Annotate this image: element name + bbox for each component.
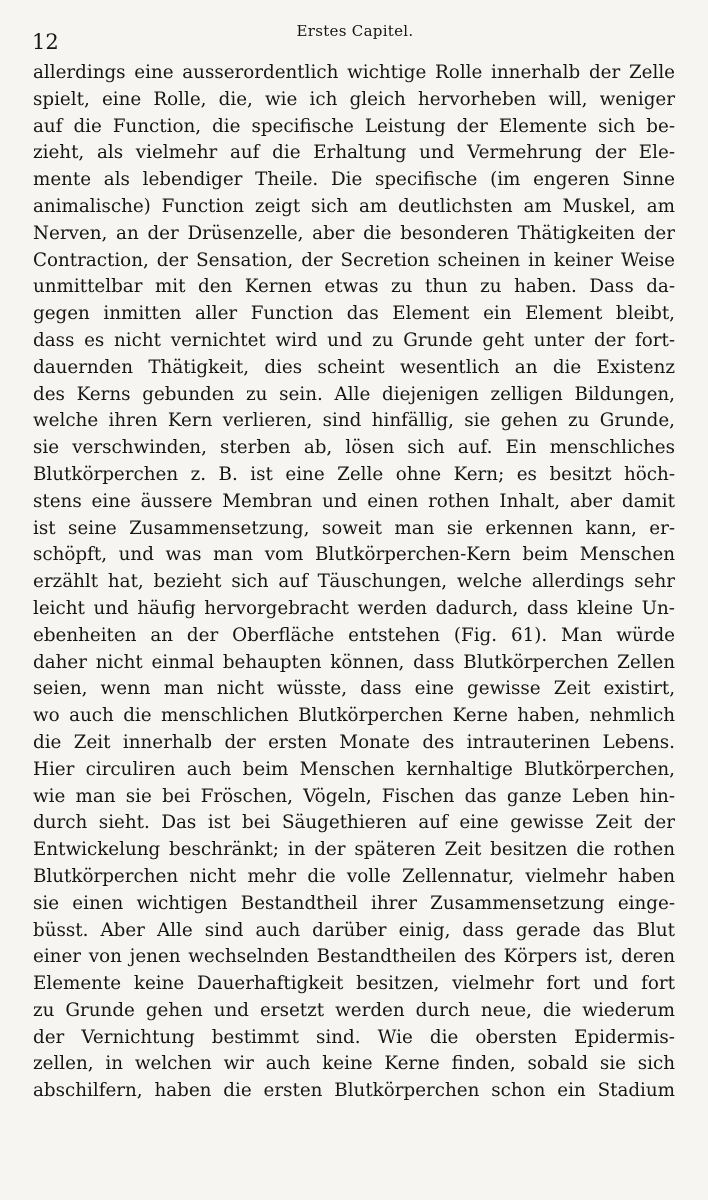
- text-line: leicht und häufig hervorgebracht werden dadurch, dass kleine Un-: [33, 597, 675, 619]
- text-line: ist seine Zusammensetzung, soweit man sie erkennen kann, er-: [33, 517, 675, 539]
- text-line: Entwickelung beschränkt; in der späteren Zeit besitzen die rothen: [33, 839, 675, 861]
- text-line: dass es nicht vernichtet wird und zu Grunde geht unter der fort-: [33, 329, 675, 351]
- text-line: zu Grunde gehen und ersetzt werden durch neue, die wiederum: [33, 999, 675, 1021]
- text-line: erzählt hat, bezieht sich auf Täuschungen, welche allerdings sehr: [33, 571, 675, 593]
- text-line: zieht, als vielmehr auf die Erhaltung und Vermehrung der Ele-: [33, 142, 675, 164]
- text-line: auf die Function, die specifische Leistung der Elemente sich be-: [33, 115, 675, 137]
- text-line: mente als lebendiger Theile. Die specifische (im engeren Sinne: [33, 169, 675, 191]
- text-line: Blutkörperchen nicht mehr die volle Zellennatur, vielmehr haben: [33, 865, 675, 887]
- page-header: [32, 20, 678, 56]
- text-line: der Vernichtung bestimmt sind. Wie die obersten Epidermis-: [33, 1026, 675, 1048]
- text-line: daher nicht einmal behaupten können, dass Blutkörperchen Zellen: [33, 651, 675, 673]
- text-line: einer von jenen wechselnden Bestandtheilen des Körpers ist, deren: [33, 946, 675, 968]
- text-line: Blutkörperchen z. B. ist eine Zelle ohne Kern; es besitzt höch-: [33, 463, 675, 485]
- text-line: schöpft, und was man vom Blutkörperchen-Kern beim Menschen: [33, 544, 675, 566]
- text-line: sie einen wichtigen Bestandtheil ihrer Zusammensetzung einge-: [33, 892, 675, 914]
- text-line: welche ihren Kern verlieren, sind hinfällig, sie gehen zu Grunde,: [33, 410, 675, 432]
- text-line: Nerven, an der Drüsenzelle, aber die besonderen Thätigkeiten der: [33, 222, 675, 244]
- text-line: büsst. Aber Alle sind auch darüber einig, dass gerade das Blut: [33, 919, 675, 941]
- text-line: allerdings eine ausserordentlich wichtige Rolle innerhalb der Zelle: [33, 62, 675, 83]
- text-line: des Kerns gebunden zu sein. Alle diejenigen zelligen Bildungen,: [33, 383, 675, 405]
- text-line: unmittelbar mit den Kernen etwas zu thun zu haben. Dass da-: [33, 276, 675, 298]
- running-head: Erstes Capitel.: [296, 22, 414, 40]
- text-line: sie verschwinden, sterben ab, lösen sich auf. Ein menschliches: [33, 437, 675, 459]
- text-line: die Zeit innerhalb der ersten Monate des intrauterinen Lebens.: [33, 731, 675, 753]
- text-line: stens eine äussere Membran und einen rothen Inhalt, aber damit: [33, 490, 675, 512]
- text-line: zellen, in welchen wir auch keine Kerne finden, sobald sie sich: [33, 1053, 675, 1075]
- text-line: Contraction, der Sensation, der Secretion scheinen in keiner Weise: [33, 249, 675, 271]
- page-number: 12: [32, 30, 59, 54]
- text-line: durch sieht. Das ist bei Säugethieren auf eine gewisse Zeit der: [33, 812, 675, 834]
- text-line: Elemente keine Dauerhaftigkeit besitzen, vielmehr fort und fort: [33, 973, 675, 995]
- text-line: ebenheiten an der Oberfläche entstehen (Fig. 61). Man würde: [33, 624, 675, 646]
- text-line: animalische) Function zeigt sich am deutlichsten am Muskel, am: [33, 195, 675, 217]
- text-line: wie man sie bei Fröschen, Vögeln, Fischen das ganze Leben hin-: [33, 785, 675, 807]
- text-line: seien, wenn man nicht wüsste, dass eine gewisse Zeit existirt,: [33, 678, 675, 700]
- text-line: abschilfern, haben die ersten Blutkörperchen schon ein Stadium: [33, 1080, 675, 1102]
- text-line: gegen inmitten aller Function das Element ein Element bleibt,: [33, 303, 675, 325]
- body-text: [33, 60, 675, 1105]
- text-line: spielt, eine Rolle, die, wie ich gleich hervorheben will, weniger: [33, 88, 675, 110]
- text-line: wo auch die menschlichen Blutkörperchen Kerne haben, nehmlich: [33, 705, 675, 727]
- text-line: Hier circuliren auch beim Menschen kernhaltige Blutkörperchen,: [33, 758, 675, 780]
- text-line: dauernden Thätigkeit, dies scheint wesentlich an die Existenz: [33, 356, 675, 378]
